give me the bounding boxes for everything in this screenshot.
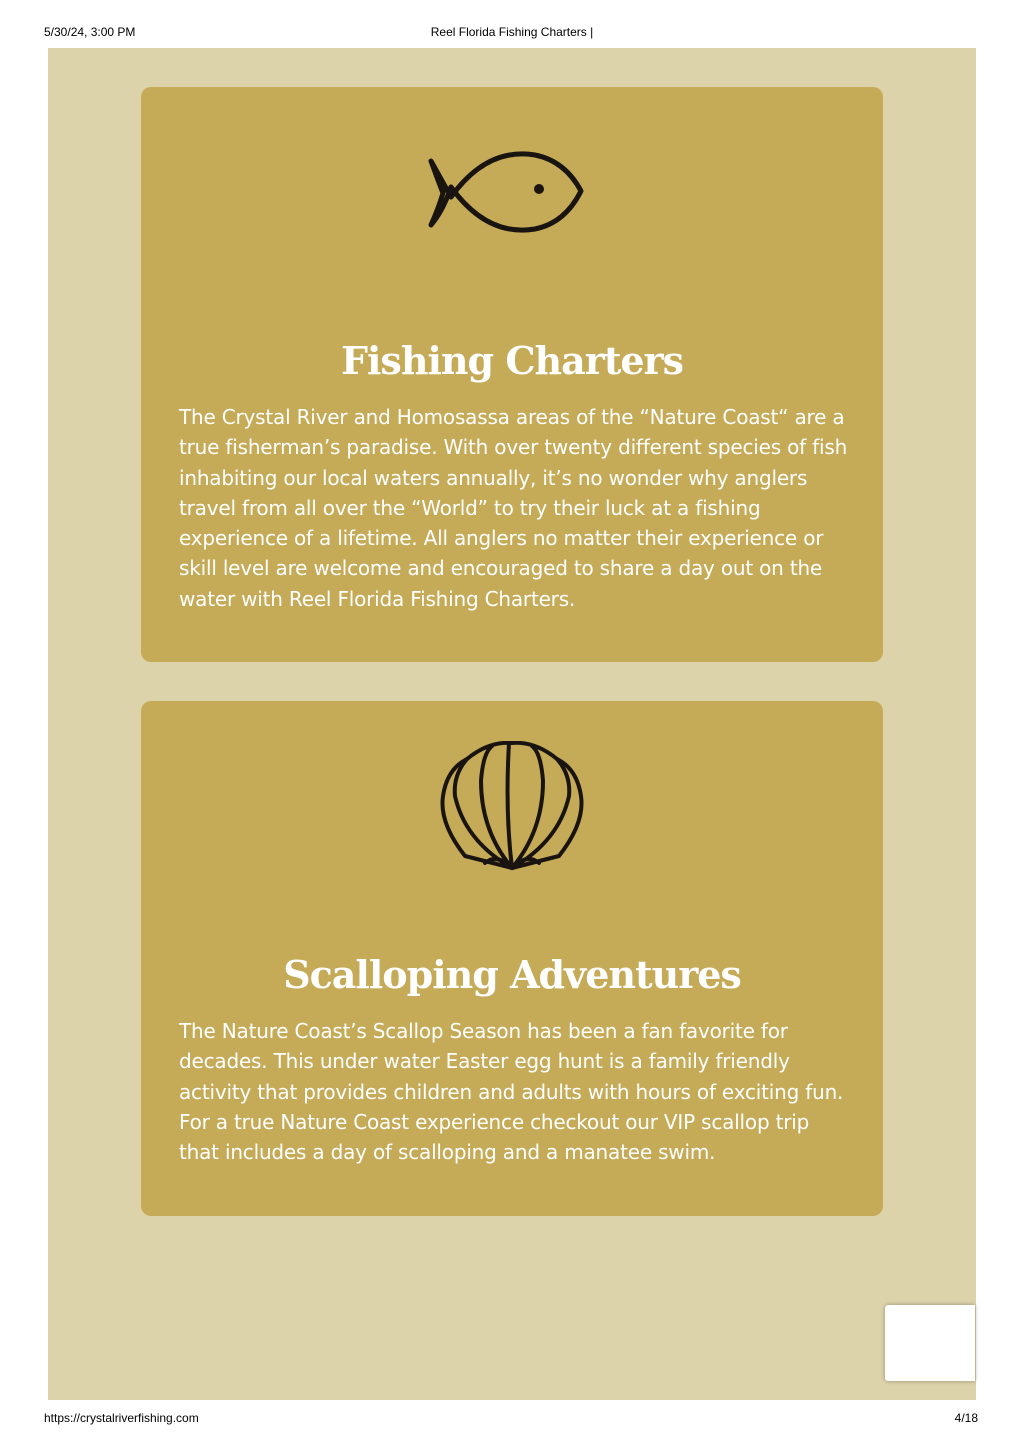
print-page-number: 4/18: [954, 1411, 978, 1425]
print-page-title: Reel Florida Fishing Charters |: [430, 25, 594, 39]
fishing-charters-card: [141, 87, 883, 662]
scalloping-adventures-card: [141, 701, 883, 1216]
card-title: Fishing Charters: [341, 337, 683, 383]
scallop-shell-icon: [141, 741, 883, 871]
print-datetime: 5/30/24, 3:00 PM: [44, 25, 136, 39]
card-title: Scalloping Adventures: [283, 951, 741, 997]
print-header: [0, 25, 1024, 41]
floating-widget[interactable]: [885, 1305, 975, 1381]
card-description: The Nature Coast’s Scallop Season has been a fan favorite for decades. This under water Easter egg hunt is a family friendly activity that provides children and adults with hours of exciting fun. For a true Nature Coast experience checkout our VIP scallop trip that includes a day of scalloping and a manatee swim.: [179, 1019, 844, 1165]
card-description: The Crystal River and Homosassa areas of the “Nature Coast“ are a true fisherman’s paradise. With over twenty different species of fish inhabiting our local waters annually, it’s no wonder why anglers travel from all over the “World” to try their luck at a fishing experience of a lifetime. All anglers no matter their experience or skill level are welcome and encouraged to share a day out on the water with Reel Florida Fishing Charters.: [179, 405, 848, 611]
fish-icon: [141, 149, 883, 249]
print-url: https://crystalriverfishing.com: [44, 1411, 199, 1425]
print-footer: [0, 1411, 1024, 1427]
